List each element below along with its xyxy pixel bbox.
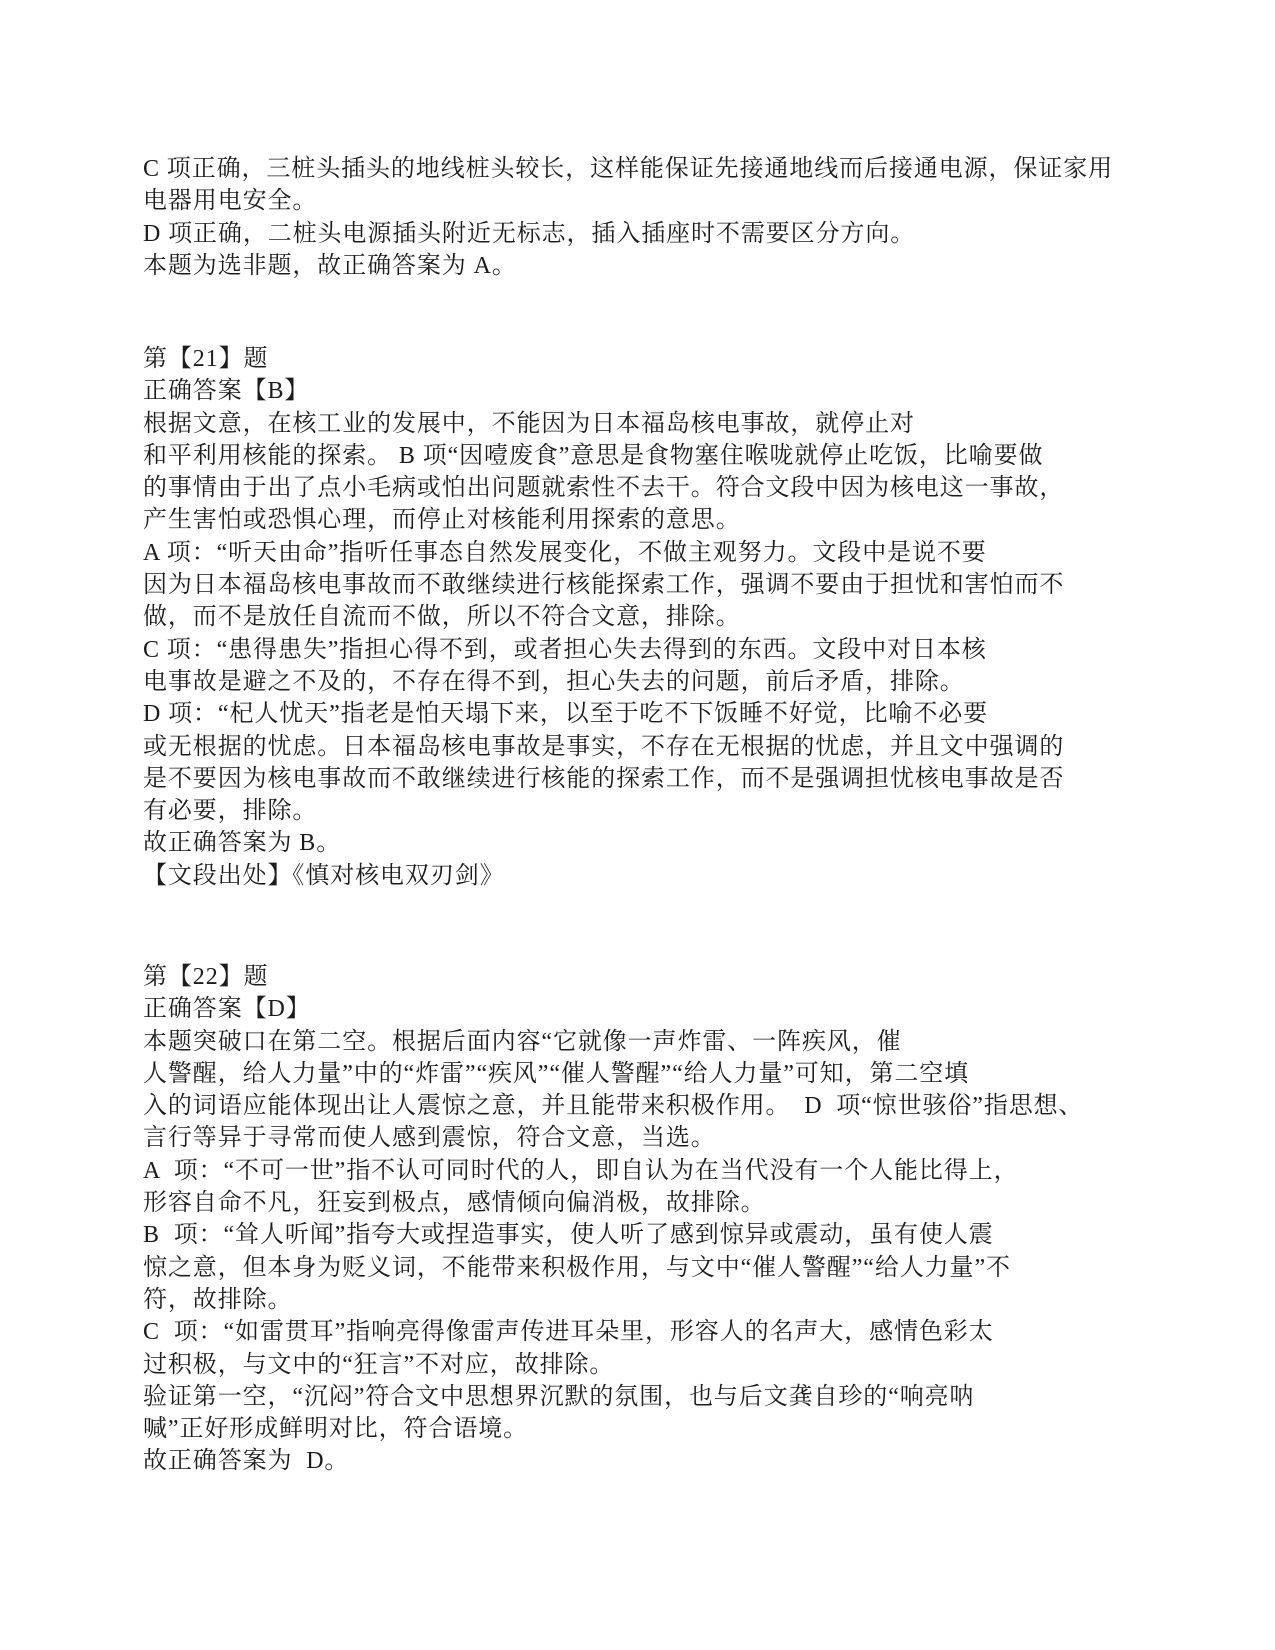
text-line: C 项：“患得患失”指担心得不到，或者担心失去得到的东西。文段中对日本核 — [143, 636, 987, 663]
text-line: 或无根据的忧虑。日本福岛核电事故是事实，不存在无根据的忧虑，并且文中强调的 — [143, 733, 1065, 760]
text-line: 是不要因为核电事故而不敢继续进行核能的探索工作，而不是强调担忧核电事故是否 — [143, 765, 1065, 792]
text-line: 的事情由于出了点小毛病或怕出问题就索性不去干。符合文段中因为核电这一事故， — [143, 475, 1065, 502]
text-line: 第【21】题 — [143, 346, 269, 372]
text-line: 和平利用核能的探索。 B 项“因噎废食”意思是食物塞住喉咙就停止吃饭，比喻要做 — [143, 442, 1044, 469]
text-line: 验证第一空，“沉闷”符合文中思想界沉默的氛围，也与后文龚自珍的“响亮呐 — [143, 1383, 975, 1410]
text-line: 本题为选非题，故正确答案为 A。 — [143, 252, 517, 279]
text-line: D 项：“杞人忧天”指老是怕天塌下来，以至于吃不下饭睡不好觉，比喻不必要 — [143, 701, 989, 728]
section-question-22 — [143, 961, 1083, 1478]
text-line: 形容自命不凡，狂妄到极点，感情倾向偏消极，故排除。 — [143, 1190, 766, 1217]
text-line: 做，而不是放任自流而不做，所以不符合文意，排除。 — [143, 604, 741, 631]
text-line: 喊”正好形成鲜明对比，符合语境。 — [143, 1416, 529, 1443]
text-line: 人警醒，给人力量”中的“炸雷”“疾风”“催人警醒”“给人力量”可知，第二空填 — [143, 1060, 970, 1087]
text-line: 过积极，与文中的“狂言”不对应，故排除。 — [143, 1351, 615, 1378]
text-line: C 项：“如雷贯耳”指响亮得像雷声传进耳朵里，形容人的名声大，感情色彩太 — [143, 1319, 994, 1346]
text-line: 故正确答案为 D。 — [143, 1448, 350, 1475]
text-line: 第【22】题 — [143, 964, 269, 990]
text-line: 正确答案【D】 — [143, 996, 311, 1023]
text-line: B 项：“耸人听闻”指夸大或捏造事实，使人听了感到惊异或震动，虽有使人震 — [143, 1222, 994, 1249]
text-line: 【文段出处】《慎对核电双刃剑》 — [143, 862, 505, 889]
text-line: 根据文意，在核工业的发展中，不能因为日本福岛核电事故，就停止对 — [143, 410, 915, 437]
section-previous-question-tail — [143, 153, 1113, 282]
text-line: 电器用电安全。 — [143, 188, 318, 215]
text-line: 入的词语应能体现出让人震惊之意，并且能带来积极作用。 D 项“惊世骇俗”指思想、 — [143, 1093, 1084, 1120]
text-line: 有必要，排除。 — [143, 798, 318, 825]
text-line: C 项正确，三桩头插头的地线桩头较长，这样能保证先接通地线而后接通电源，保证家用 — [143, 156, 1114, 182]
text-line: 电事故是避之不及的，不存在得不到，担心失去的问题，前后矛盾，排除。 — [143, 668, 965, 695]
text-line: 符，故排除。 — [143, 1286, 293, 1313]
text-line: 故正确答案为 B。 — [143, 830, 342, 857]
text-line: A 项：“听天由命”指听任事态自然发展变化，不做主观努力。文段中是说不要 — [143, 539, 987, 566]
text-line: 本题突破口在第二空。根据后面内容“它就像一声炸雷、一阵疾风，催 — [143, 1028, 902, 1055]
section-question-21 — [143, 343, 1064, 892]
text-line: D 项正确，二桩头电源插头附近无标志，插入插座时不需要区分方向。 — [143, 220, 916, 247]
text-line: 惊之意，但本身为贬义词，不能带来积极作用，与文中“催人警醒”“给人力量”不 — [143, 1254, 1011, 1281]
text-line: 产生害怕或恐惧心理，而停止对核能利用探索的意思。 — [143, 507, 741, 534]
text-line: A 项：“不可一世”指不认可同时代的人，即自认为在当代没有一个人能比得上， — [143, 1157, 1019, 1184]
text-line: 言行等异于寻常而使人感到震惊，符合文意，当选。 — [143, 1125, 716, 1152]
text-line: 正确答案【B】 — [143, 378, 310, 405]
text-line: 因为日本福岛核电事故而不敢继续进行核能探索工作，强调不要由于担忧和害怕而不 — [143, 572, 1065, 599]
